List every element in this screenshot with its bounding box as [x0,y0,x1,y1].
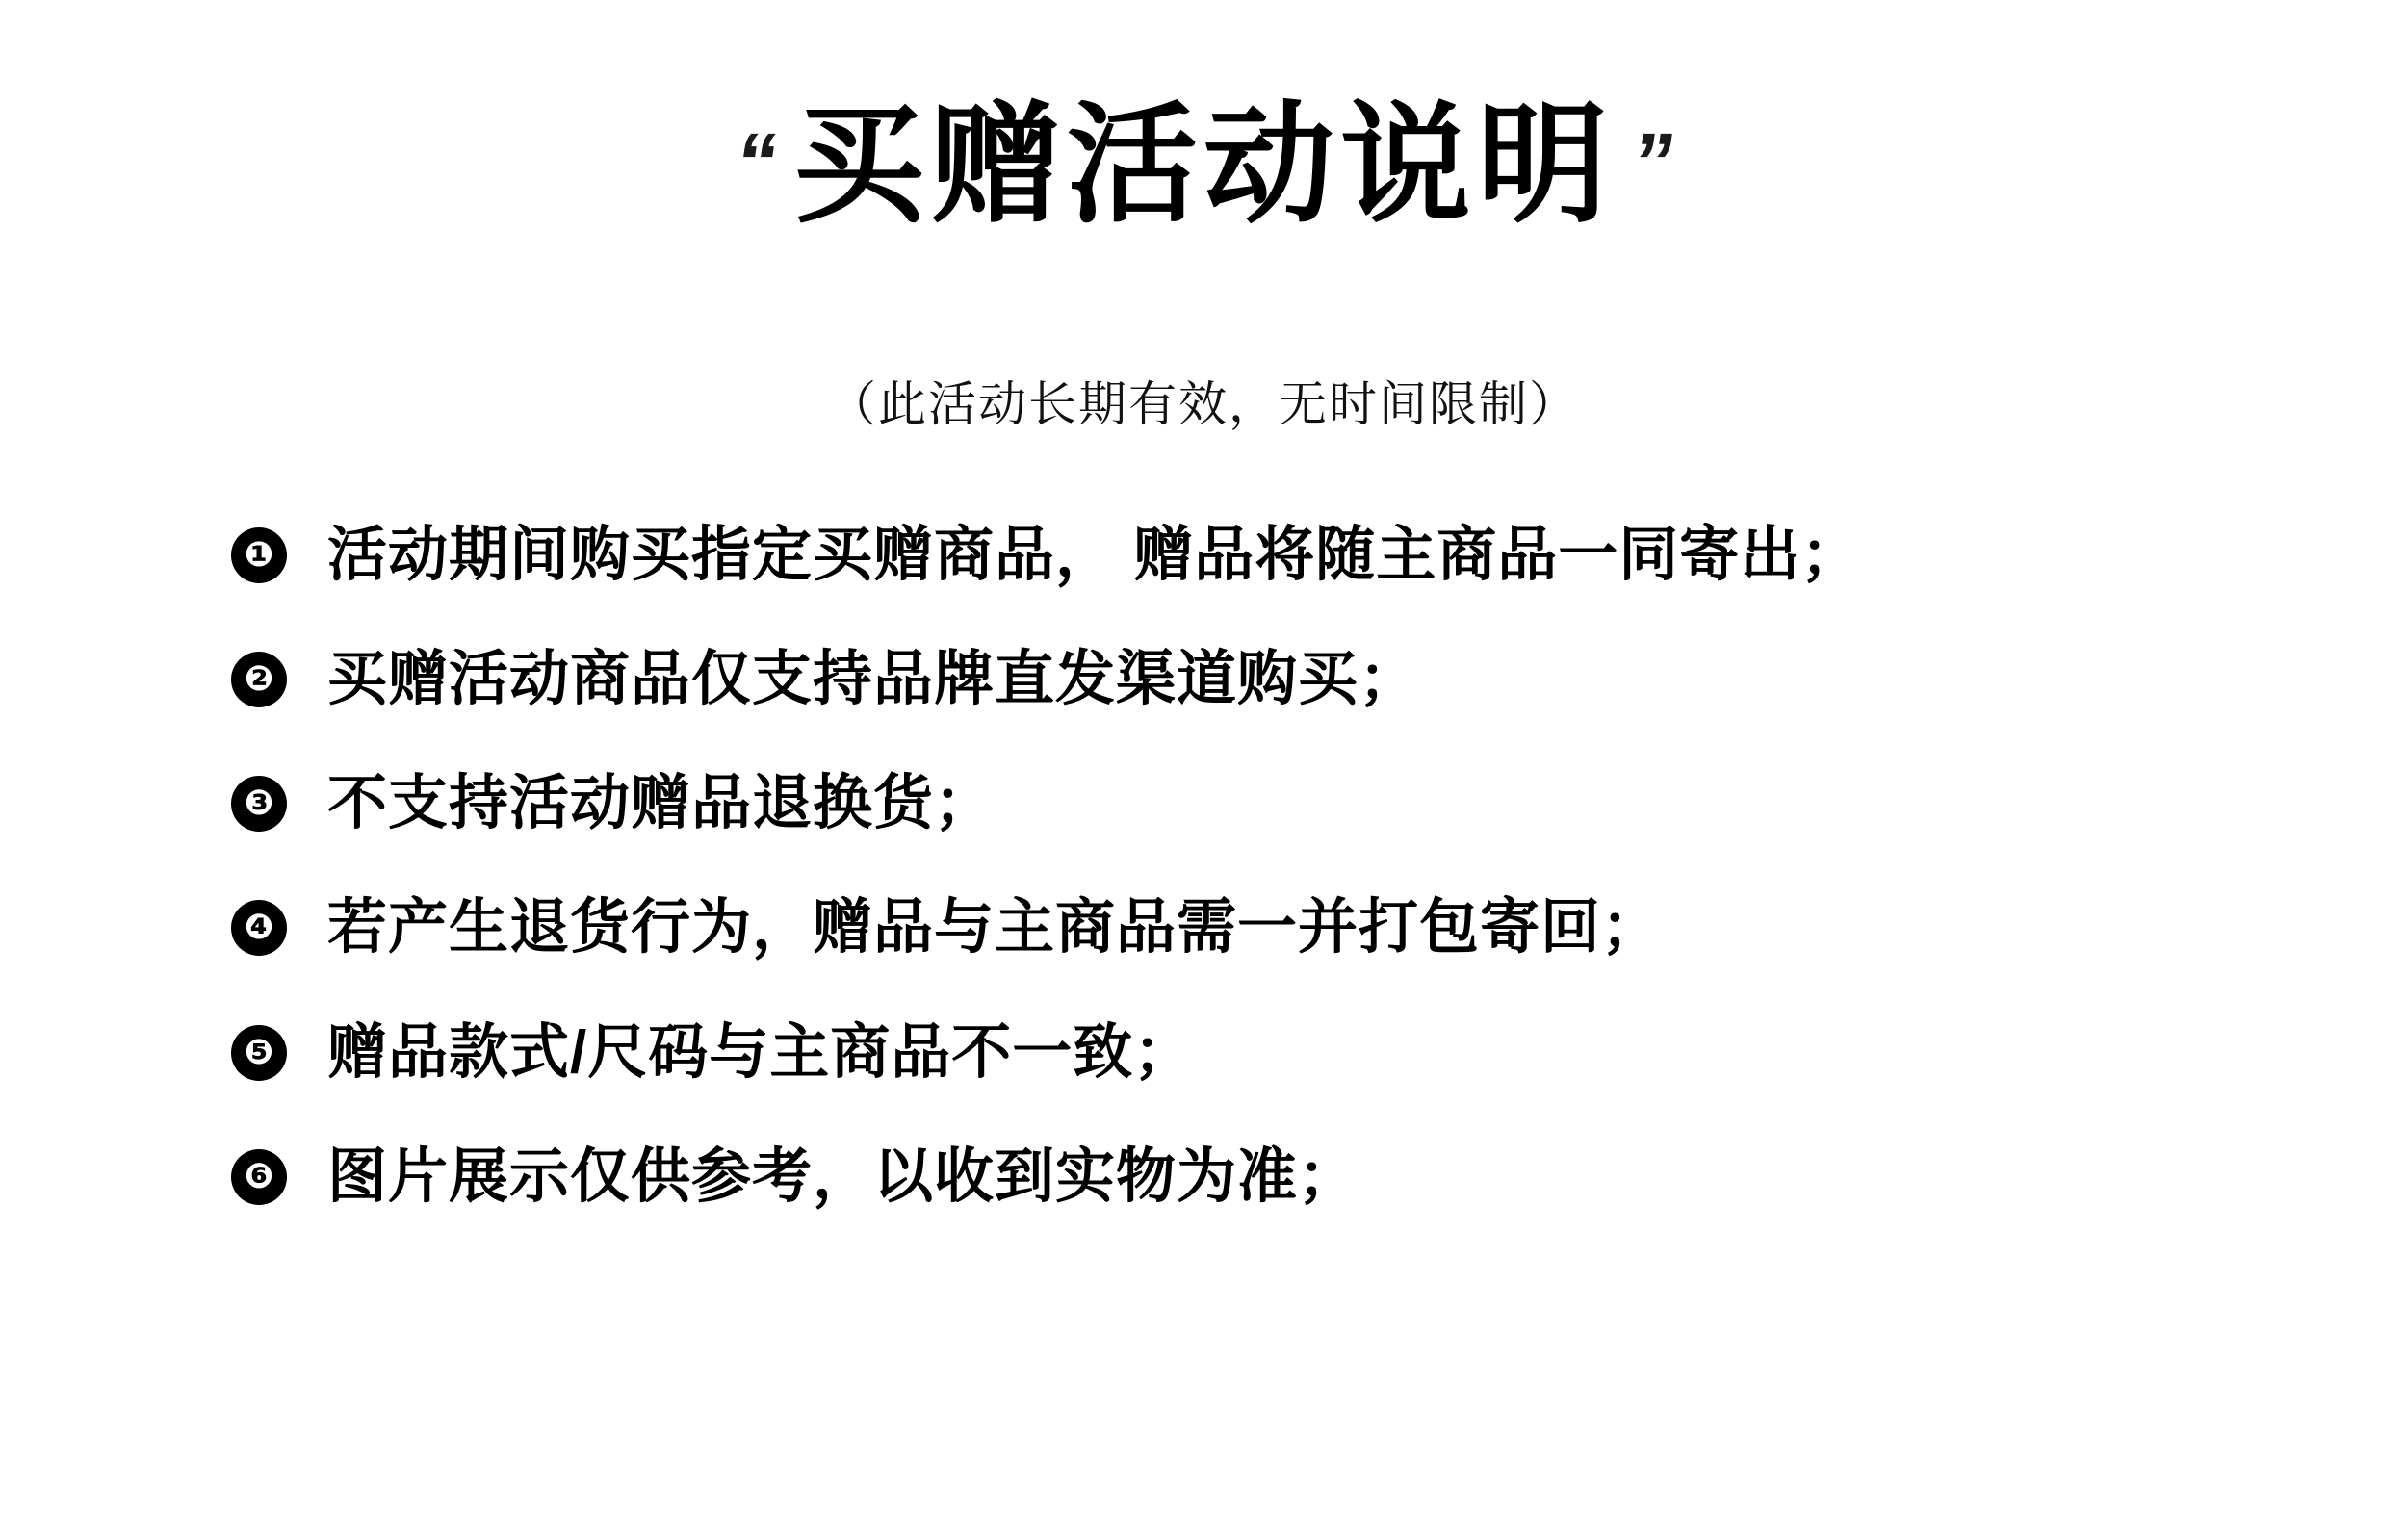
page-subtitle: （此活动长期有效，无时间限制） [828,377,1579,431]
list-marker-2: ❷ [231,652,287,707]
page-title: 买赠活动说明 [793,91,1614,238]
list-item [231,768,2253,838]
close-quote-mark: ” [1626,116,1677,209]
list-marker-4: ❹ [231,900,287,956]
list-marker-5: ❺ [231,1025,287,1081]
list-item [231,892,2253,962]
rules-list [231,520,2253,1212]
list-marker-6: ❻ [231,1149,287,1205]
list-item-text-1: 活动期间购买指定买赠商品， 赠品将随主商品一同寄出； [327,522,1862,588]
list-item [231,520,2253,590]
open-quote-mark: “ [730,116,781,209]
title-block [0,91,2407,238]
list-marker-1: ❶ [231,527,287,583]
list-item [231,644,2253,714]
list-item [231,1017,2253,1088]
list-item-text-5: 赠品款式/尺码与主商品不一致； [327,1018,1195,1086]
list-item-text-4: 若产生退货行为，赠品与主商品需一并打包寄回； [327,894,1663,962]
title-row [730,91,1677,238]
list-item-text-6: 图片展示仅供参考，以收到实物为准； [327,1142,1359,1210]
list-item-text-3: 不支持活动赠品退换货； [327,770,996,837]
list-item-text-2: 买赠活动商品仅支持品牌直发渠道购买； [327,646,1420,713]
list-marker-3: ❸ [231,776,287,832]
list-item [231,1142,2253,1212]
